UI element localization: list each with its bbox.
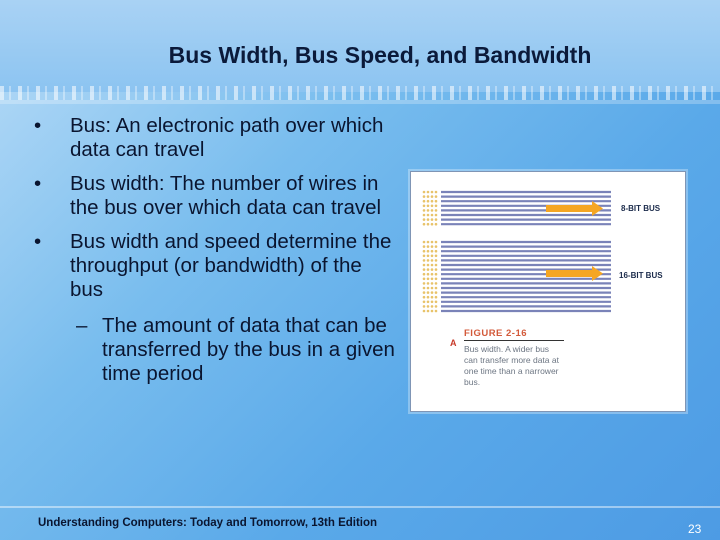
connector-pin: [431, 278, 434, 281]
connector-pin: [431, 259, 434, 262]
connector-pin: [435, 218, 438, 221]
connector-pin: [423, 205, 426, 208]
decorative-strip: [0, 86, 720, 100]
connector-pin: [435, 268, 438, 271]
connector-pin: [423, 310, 426, 313]
label-8bit-bus: 8-BIT BUS: [621, 204, 661, 213]
connector-pin: [427, 264, 430, 267]
connector-pin: [423, 296, 426, 299]
connector-pin: [423, 191, 426, 194]
connector-pin: [431, 255, 434, 258]
bullet-item: [30, 230, 400, 302]
connector-pin: [435, 278, 438, 281]
connector-pin: [427, 268, 430, 271]
bullet-text: Bus width: The number of wires in the bus over which data can travel: [70, 172, 382, 219]
connector-pin: [435, 255, 438, 258]
connector-pin: [423, 255, 426, 258]
connector-pin: [431, 191, 434, 194]
connector-pin: [423, 218, 426, 221]
connector-pin: [427, 310, 430, 313]
connector-pin: [423, 245, 426, 248]
connector-pin: [435, 250, 438, 253]
connector-pin: [423, 301, 426, 304]
bullet-marker: •: [34, 230, 42, 253]
bus-diagram: [411, 172, 685, 322]
connector-pin: [435, 301, 438, 304]
figure-number: FIGURE 2-16: [464, 328, 528, 339]
connector-pin: [427, 200, 430, 203]
connector-pin: [431, 214, 434, 217]
connector-pin: [431, 223, 434, 226]
arrow-8bit: [546, 201, 603, 216]
connector-pin: [423, 273, 426, 276]
connector-pin: [431, 200, 434, 203]
bullet-text: Bus: An electronic path over which data can travel: [70, 114, 384, 161]
connector-pin: [427, 241, 430, 244]
connector-pin: [423, 264, 426, 267]
pin-column-8bit: [423, 191, 438, 226]
connector-pin: [431, 305, 434, 308]
connector-pin: [423, 209, 426, 212]
connector-pin: [423, 250, 426, 253]
connector-pin: [435, 195, 438, 198]
label-16bit-bus: 16-BIT BUS: [619, 271, 663, 280]
connector-pin: [431, 310, 434, 313]
connector-pin: [427, 209, 430, 212]
connector-pin: [431, 296, 434, 299]
connector-pin: [423, 268, 426, 271]
connector-pin: [431, 273, 434, 276]
connector-pin: [435, 310, 438, 313]
bullet-list: [30, 114, 400, 386]
connector-pin: [427, 245, 430, 248]
bus-width-figure: [410, 171, 686, 412]
connector-pin: [423, 278, 426, 281]
connector-pin: [431, 245, 434, 248]
pin-column-16bit: [423, 241, 438, 313]
connector-pin: [435, 200, 438, 203]
connector-pin: [435, 291, 438, 294]
connector-pin: [431, 291, 434, 294]
connector-pin: [435, 259, 438, 262]
sub-bullet-marker: –: [76, 314, 88, 337]
connector-pin: [427, 250, 430, 253]
connector-pin: [427, 305, 430, 308]
caption-divider: [464, 340, 564, 341]
sub-bullet-item: [30, 314, 400, 386]
decorative-strip-lower: [0, 100, 720, 104]
slide-title: Bus Width, Bus Speed, and Bandwidth: [168, 42, 592, 68]
figure-caption: Bus width. A wider bus can transfer more data at one time than a narrower bus.: [464, 344, 559, 387]
connector-pin: [423, 214, 426, 217]
connector-pin: [427, 278, 430, 281]
connector-pin: [427, 191, 430, 194]
connector-pin: [431, 287, 434, 290]
connector-pin: [427, 218, 430, 221]
connector-pin: [427, 259, 430, 262]
connector-pin: [435, 273, 438, 276]
bullet-text: Bus width and speed determine the throughput (or bandwidth) of the bus: [70, 230, 392, 301]
bullet-marker: •: [34, 172, 42, 195]
connector-pin: [431, 241, 434, 244]
connector-pin: [423, 223, 426, 226]
connector-pin: [431, 209, 434, 212]
connector-pin: [435, 191, 438, 194]
connector-pin: [435, 296, 438, 299]
footer-divider: [0, 506, 720, 508]
connector-pin: [435, 214, 438, 217]
connector-pin: [435, 245, 438, 248]
connector-pin: [431, 250, 434, 253]
connector-pin: [423, 282, 426, 285]
connector-pin: [427, 291, 430, 294]
page-number: 23: [688, 522, 702, 536]
connector-pin: [427, 301, 430, 304]
connector-pin: [423, 291, 426, 294]
footer-text: Understanding Computers: Today and Tomorrow, 13th Edition: [38, 517, 378, 529]
connector-pin: [427, 214, 430, 217]
arrow-8bit-head: [592, 201, 603, 216]
connector-pin: [435, 287, 438, 290]
arrow-8bit-body: [546, 205, 592, 212]
connector-pin: [435, 205, 438, 208]
connector-pin: [435, 282, 438, 285]
connector-pin: [423, 200, 426, 203]
connector-pin: [431, 264, 434, 267]
connector-pin: [435, 305, 438, 308]
connector-pin: [427, 296, 430, 299]
bullet-marker: •: [34, 114, 42, 137]
connector-pin: [435, 209, 438, 212]
connector-pin: [431, 282, 434, 285]
connector-pin: [431, 301, 434, 304]
sub-bullet-text: The amount of data that can be transferred by the bus in a given time period: [102, 314, 395, 385]
connector-pin: [423, 259, 426, 262]
connector-pin: [423, 287, 426, 290]
connector-pin: [427, 195, 430, 198]
connector-pin: [427, 282, 430, 285]
connector-pin: [435, 241, 438, 244]
connector-pin: [427, 205, 430, 208]
connector-pin: [431, 218, 434, 221]
bullet-item: [30, 172, 400, 220]
connector-pin: [435, 223, 438, 226]
arrow-16bit-body: [546, 270, 592, 277]
connector-pin: [427, 287, 430, 290]
bullet-item: [30, 114, 400, 162]
connector-pin: [431, 195, 434, 198]
connector-pin: [431, 205, 434, 208]
connector-pin: [423, 305, 426, 308]
connector-pin: [435, 264, 438, 267]
connector-pin: [431, 268, 434, 271]
connector-pin: [427, 273, 430, 276]
connector-pin: [423, 241, 426, 244]
connector-pin: [423, 195, 426, 198]
connector-pin: [427, 223, 430, 226]
publisher-logo-icon: A: [450, 338, 457, 348]
connector-pin: [427, 255, 430, 258]
